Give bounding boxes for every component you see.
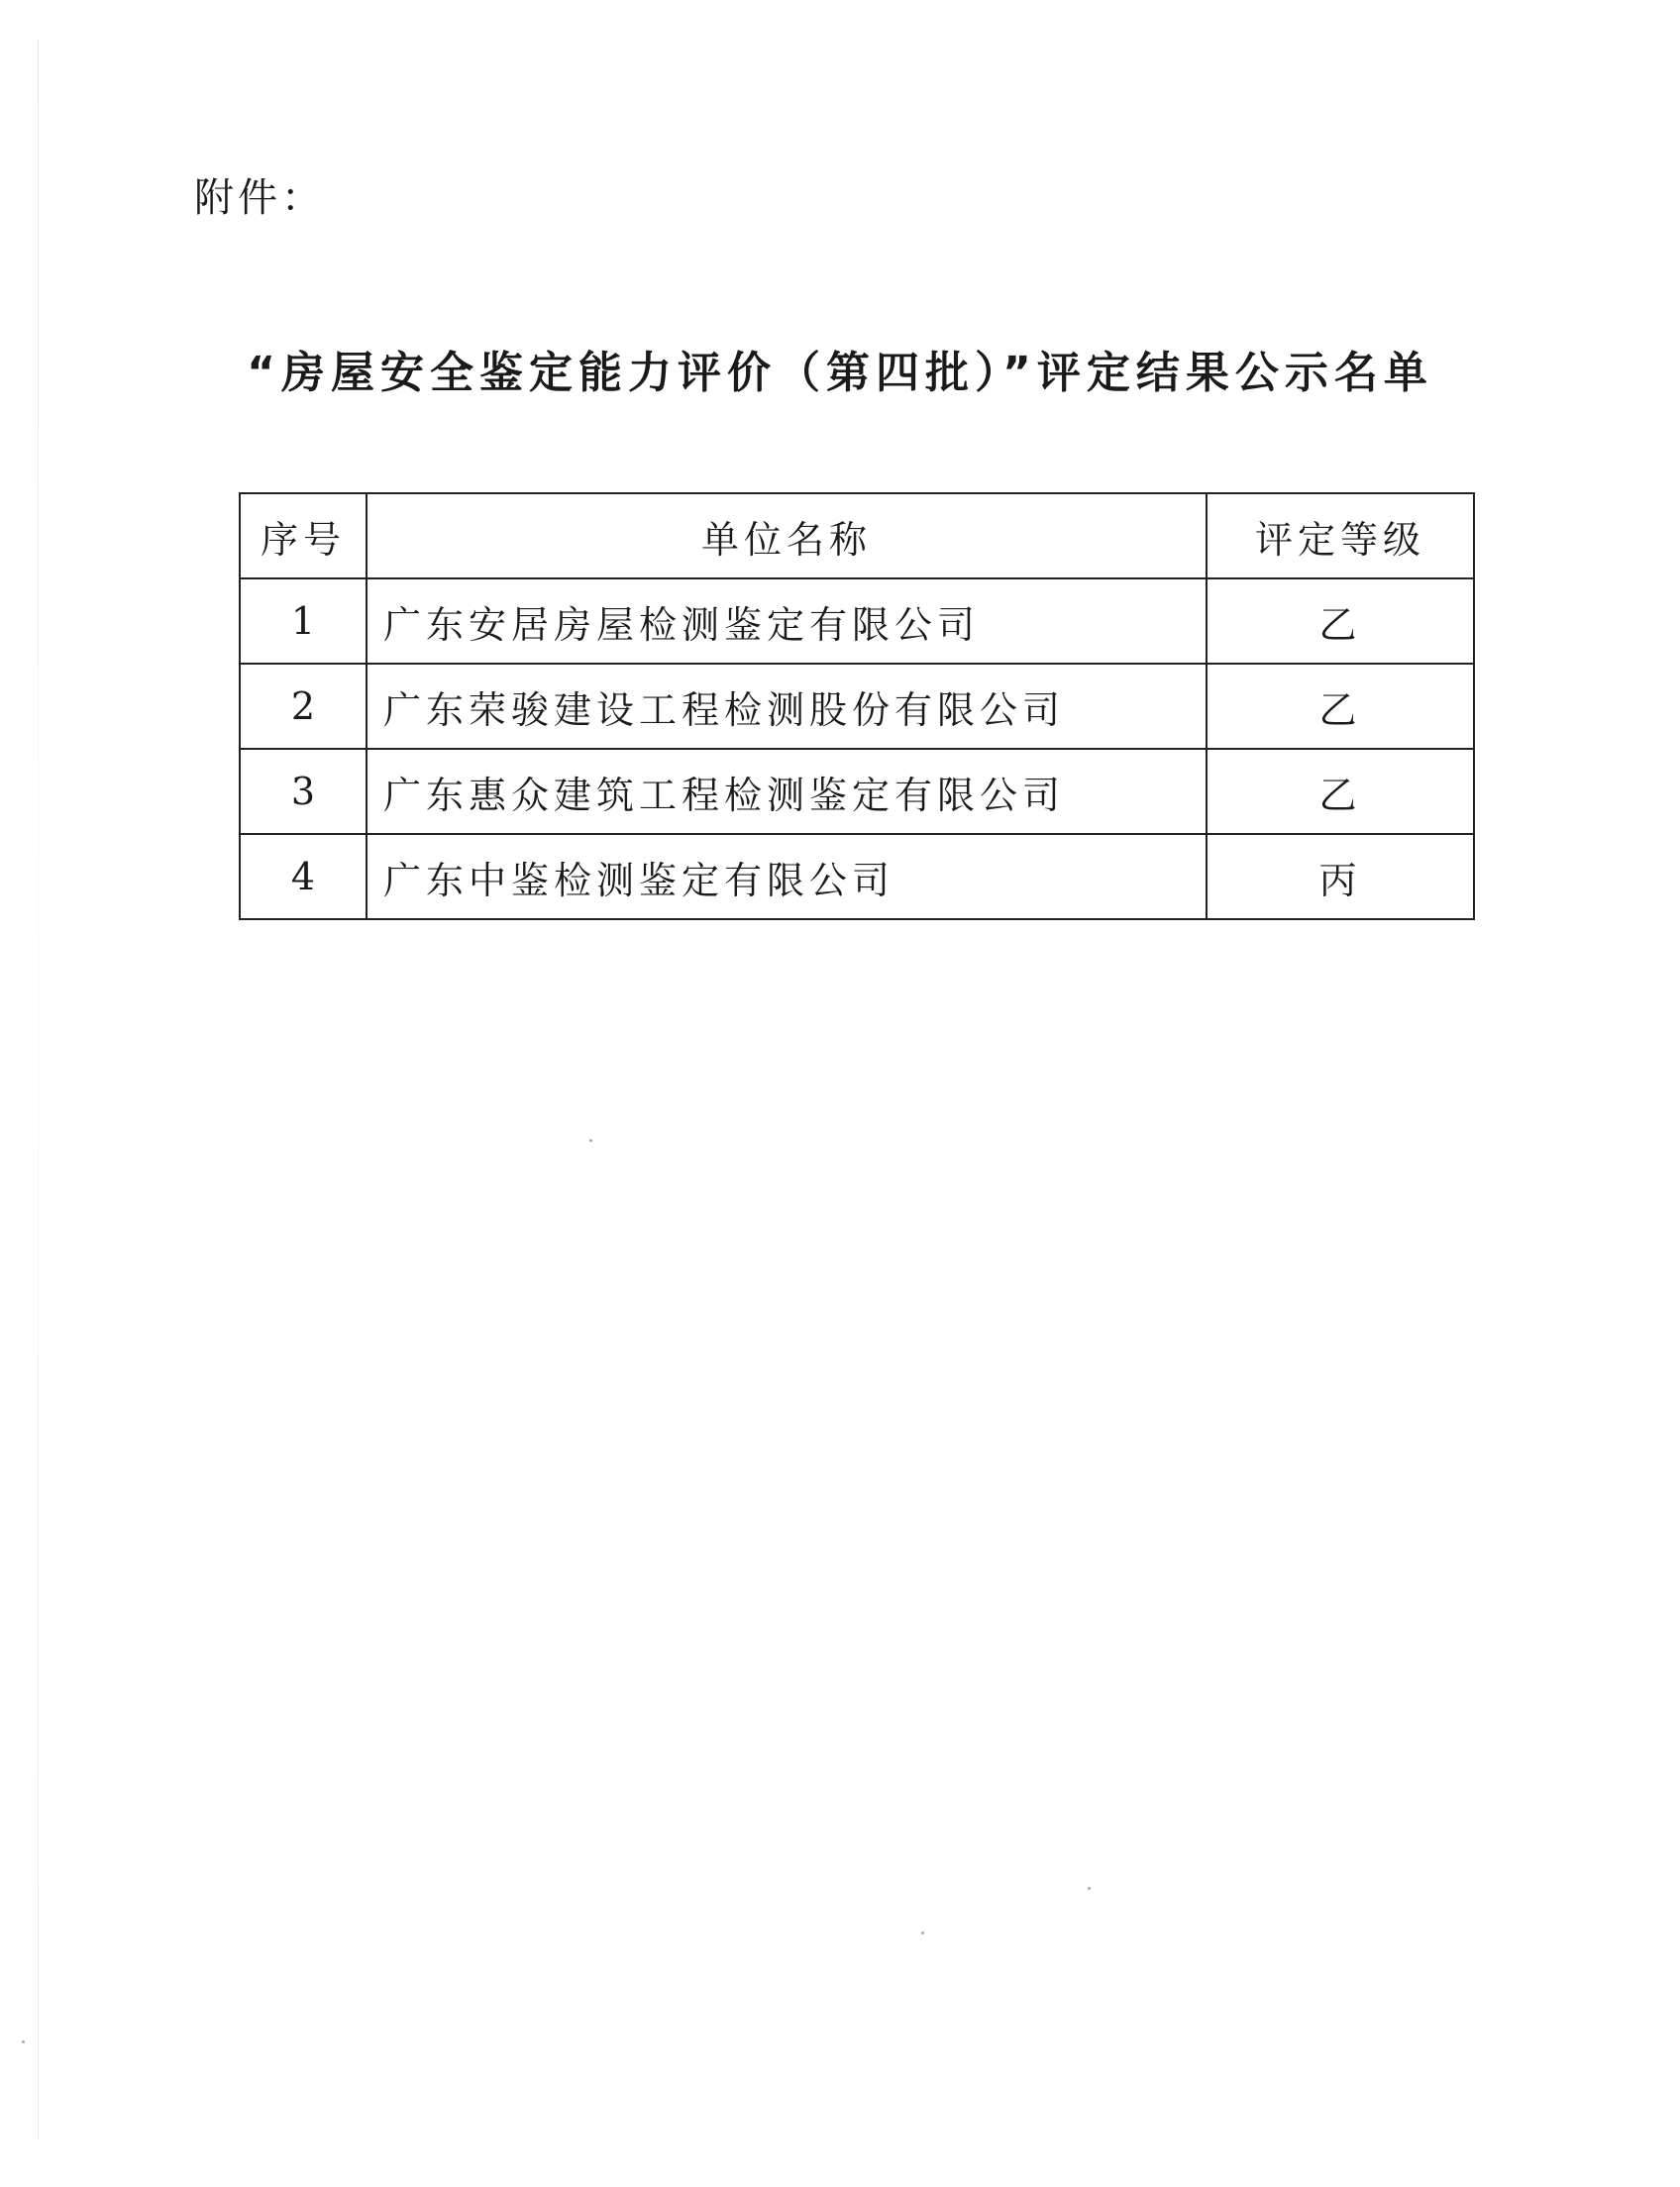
scan-speck [22, 2040, 25, 2043]
row-name: 广东安居房屋检测鉴定有限公司 [367, 578, 1207, 664]
row-grade: 丙 [1207, 834, 1474, 919]
header-seq: 序号 [240, 493, 367, 578]
row-seq: 1 [240, 578, 367, 664]
row-name: 广东中鉴检测鉴定有限公司 [367, 834, 1207, 919]
row-grade: 乙 [1207, 749, 1474, 834]
table-row [240, 664, 1474, 749]
results-table [239, 492, 1475, 920]
row-grade: 乙 [1207, 578, 1474, 664]
row-name: 广东荣骏建设工程检测股份有限公司 [367, 664, 1207, 749]
row-seq: 2 [240, 664, 367, 749]
row-seq: 4 [240, 834, 367, 919]
table-row [240, 749, 1474, 834]
header-grade: 评定等级 [1207, 493, 1474, 578]
row-name: 广东惠众建筑工程检测鉴定有限公司 [367, 749, 1207, 834]
header-name: 单位名称 [367, 493, 1207, 578]
scan-speck [1088, 1887, 1091, 1890]
document-title: “房屋安全鉴定能力评价（第四批）”评定结果公示名单 [247, 348, 1433, 398]
table-row [240, 834, 1474, 919]
table-header-row [240, 493, 1474, 578]
row-grade: 乙 [1207, 664, 1474, 749]
scan-speck [921, 1931, 924, 1934]
table-row [240, 578, 1474, 664]
row-seq: 3 [240, 749, 367, 834]
attachment-label: 附件： [194, 175, 325, 221]
scan-speck [589, 1139, 592, 1142]
